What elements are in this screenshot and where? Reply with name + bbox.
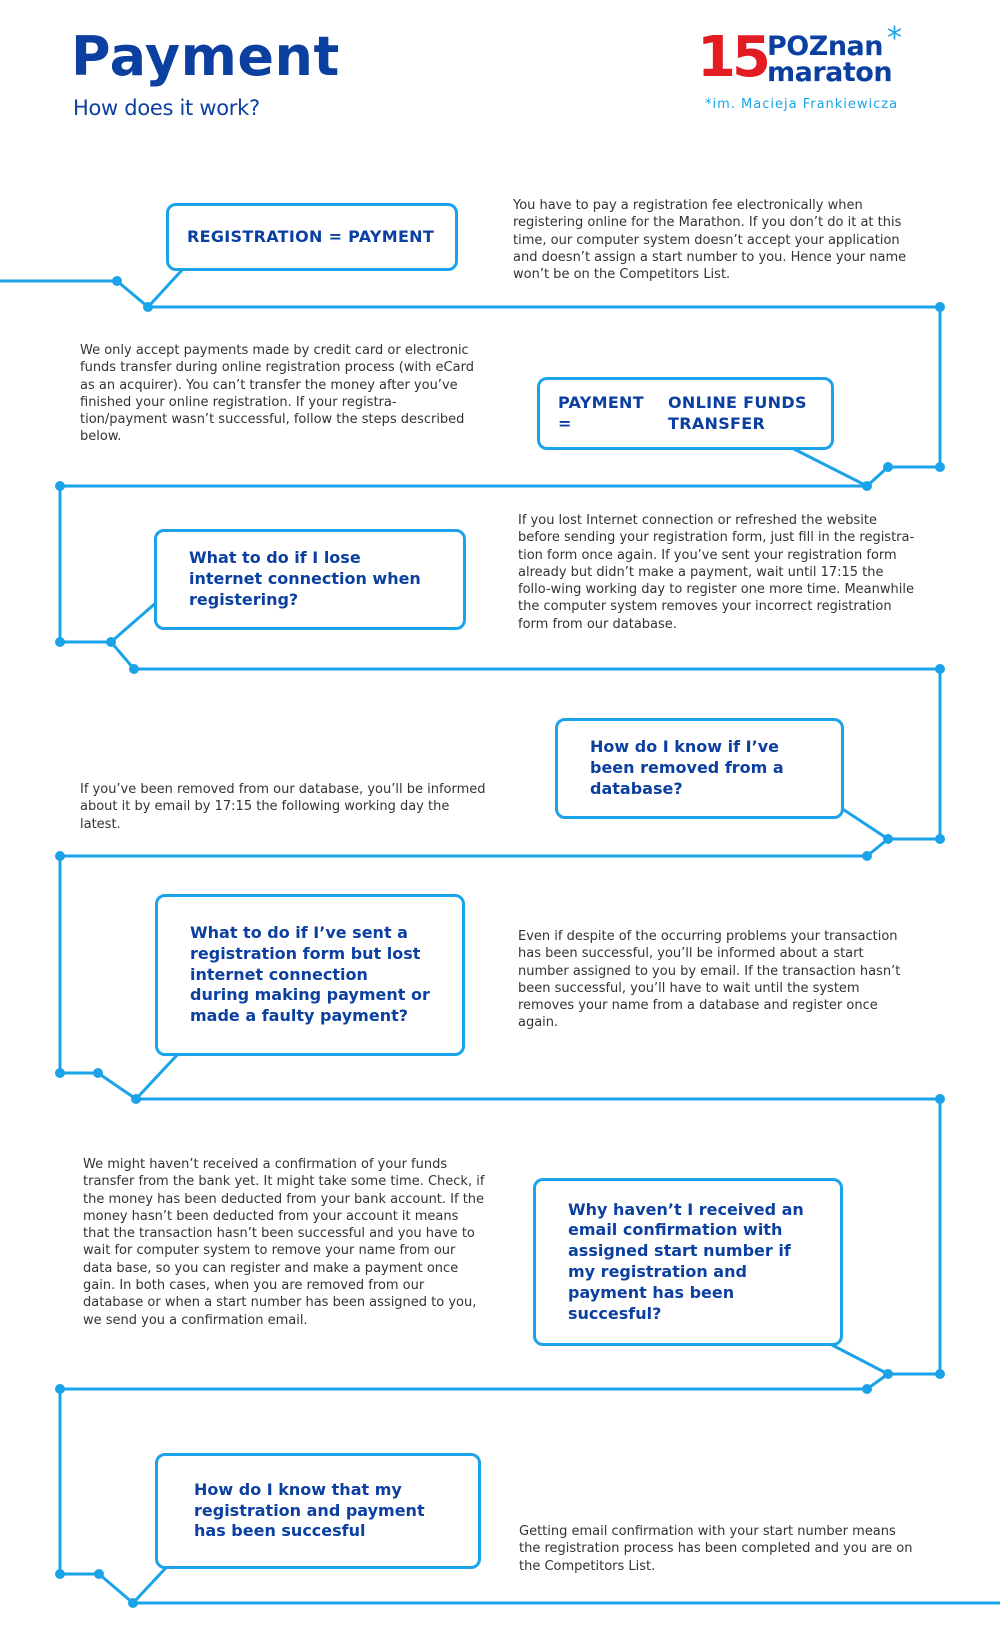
question-text-right: ONLINE FUNDS TRANSFER (668, 392, 807, 433)
page-subtitle: How does it work? (73, 96, 260, 120)
question-box-registration-payment (166, 203, 458, 271)
question-text-left: PAYMENT = (558, 392, 644, 433)
answer-text-removed-from-database: If you’ve been removed from our database, you’ll be informed about it by email by 17:15 the following working day the latest. (80, 782, 486, 832)
question-text: Why haven’t I received an email confirmation with assigned start number if my registration and payment has been succesful? (568, 1199, 804, 1323)
connector-node (112, 276, 122, 286)
question-box-payment-transfer (537, 377, 834, 450)
connector-node (935, 1369, 945, 1379)
connector-node (862, 851, 872, 861)
question-box-success (155, 1453, 481, 1569)
connector-node (55, 481, 65, 491)
answer-text-no-confirmation: We might haven’t received a confirmation of your funds transfer from the bank yet. It might take some time. Check, if the money has been deducted from your bank account. If the money hasn’t been deducted from your account it means that the transaction hasn’t been successful and you have to wait for computer system to remove your name from our data base, so you can register and make a payment once gain. In both cases, when you are removed from our database or when a start number has been assigned to you, we send you a confirmation email. (83, 1157, 485, 1328)
logo-word-bottom: maraton (767, 57, 893, 88)
connector-node (55, 1569, 65, 1579)
connector-node (935, 1094, 945, 1104)
question-text: How do I know if I’ve been removed from a database? (590, 737, 784, 798)
connector-node (883, 462, 893, 472)
logo-number: 15 (697, 25, 767, 90)
page-title: Payment (71, 25, 340, 88)
question-box-no-confirmation (533, 1178, 843, 1346)
connector-node (128, 1598, 138, 1608)
connector-node (55, 1384, 65, 1394)
answer-text-success: Getting email confirmation with your start number means the registration process has been completed and you are on the Competitors List. (519, 1524, 913, 1574)
question-text: REGISTRATION = PAYMENT (187, 226, 435, 246)
connector-node (55, 851, 65, 861)
connector-node (94, 1569, 104, 1579)
question-box-removed-from-database (555, 718, 844, 819)
connector-node (55, 1068, 65, 1078)
connector-node (883, 1369, 893, 1379)
poznan-marathon-logo (697, 21, 917, 120)
connector-node (131, 1094, 141, 1104)
question-box-lose-connection (154, 529, 466, 630)
connector-node (883, 834, 893, 844)
answer-text-registration-payment: You have to pay a registration fee electronically when registering online for the Marathon. If you don’t do it at this time, our computer system doesn’t accept your application and doesn’t assign a start number to you. Hence your name won’t be on the Competitors List. (513, 198, 907, 283)
question-box-faulty-payment (155, 894, 465, 1056)
logo-word-top: POZnan (767, 31, 883, 62)
logo-tagline: *im. Macieja Frankiewicza (705, 97, 899, 112)
answer-text-faulty-payment: Even if despite of the occurring problems your transaction has been successful, you’ll be informed about a start number assigned to you by email. If the transaction hasn’t been successful, you’ll have to wait until the system removes your name from a database and register once again. (518, 929, 901, 1031)
connector-node (129, 664, 139, 674)
answer-text-payment-transfer: We only accept payments made by credit card or electronic funds transfer during online registration process (with eCard as an acquirer). You can’t transfer the money after you’ve finished your online registration. If your registra-tion/payment wasn’t successful, follow the steps described below. (80, 343, 474, 445)
connector-node (93, 1068, 103, 1078)
connector-node (862, 1384, 872, 1394)
question-text: How do I know that my registration and payment has been succesful (194, 1479, 425, 1541)
connector-node (935, 664, 945, 674)
connector-node (935, 302, 945, 312)
connector-node (55, 637, 65, 647)
logo-star-icon: * (887, 21, 902, 56)
connector-node (106, 637, 116, 647)
question-text: What to do if I lose internet connection when registering? (189, 548, 421, 609)
connector-node (935, 462, 945, 472)
connector-node (862, 481, 872, 491)
question-text: What to do if I’ve sent a registration form but lost internet connection during making payment or made a faulty payment? (190, 923, 430, 1026)
connector-node (143, 302, 153, 312)
answer-text-lose-connection: If you lost Internet connection or refreshed the website before sending your registration form, just fill in the registra-tion form once again. If you’ve sent your registration form already but didn’t make a payment, wait until 17:15 the follo-wing working day to register one more time. Meanwhile the computer system removes your incorrect registration form from our database. (518, 513, 915, 632)
connector-node (935, 834, 945, 844)
